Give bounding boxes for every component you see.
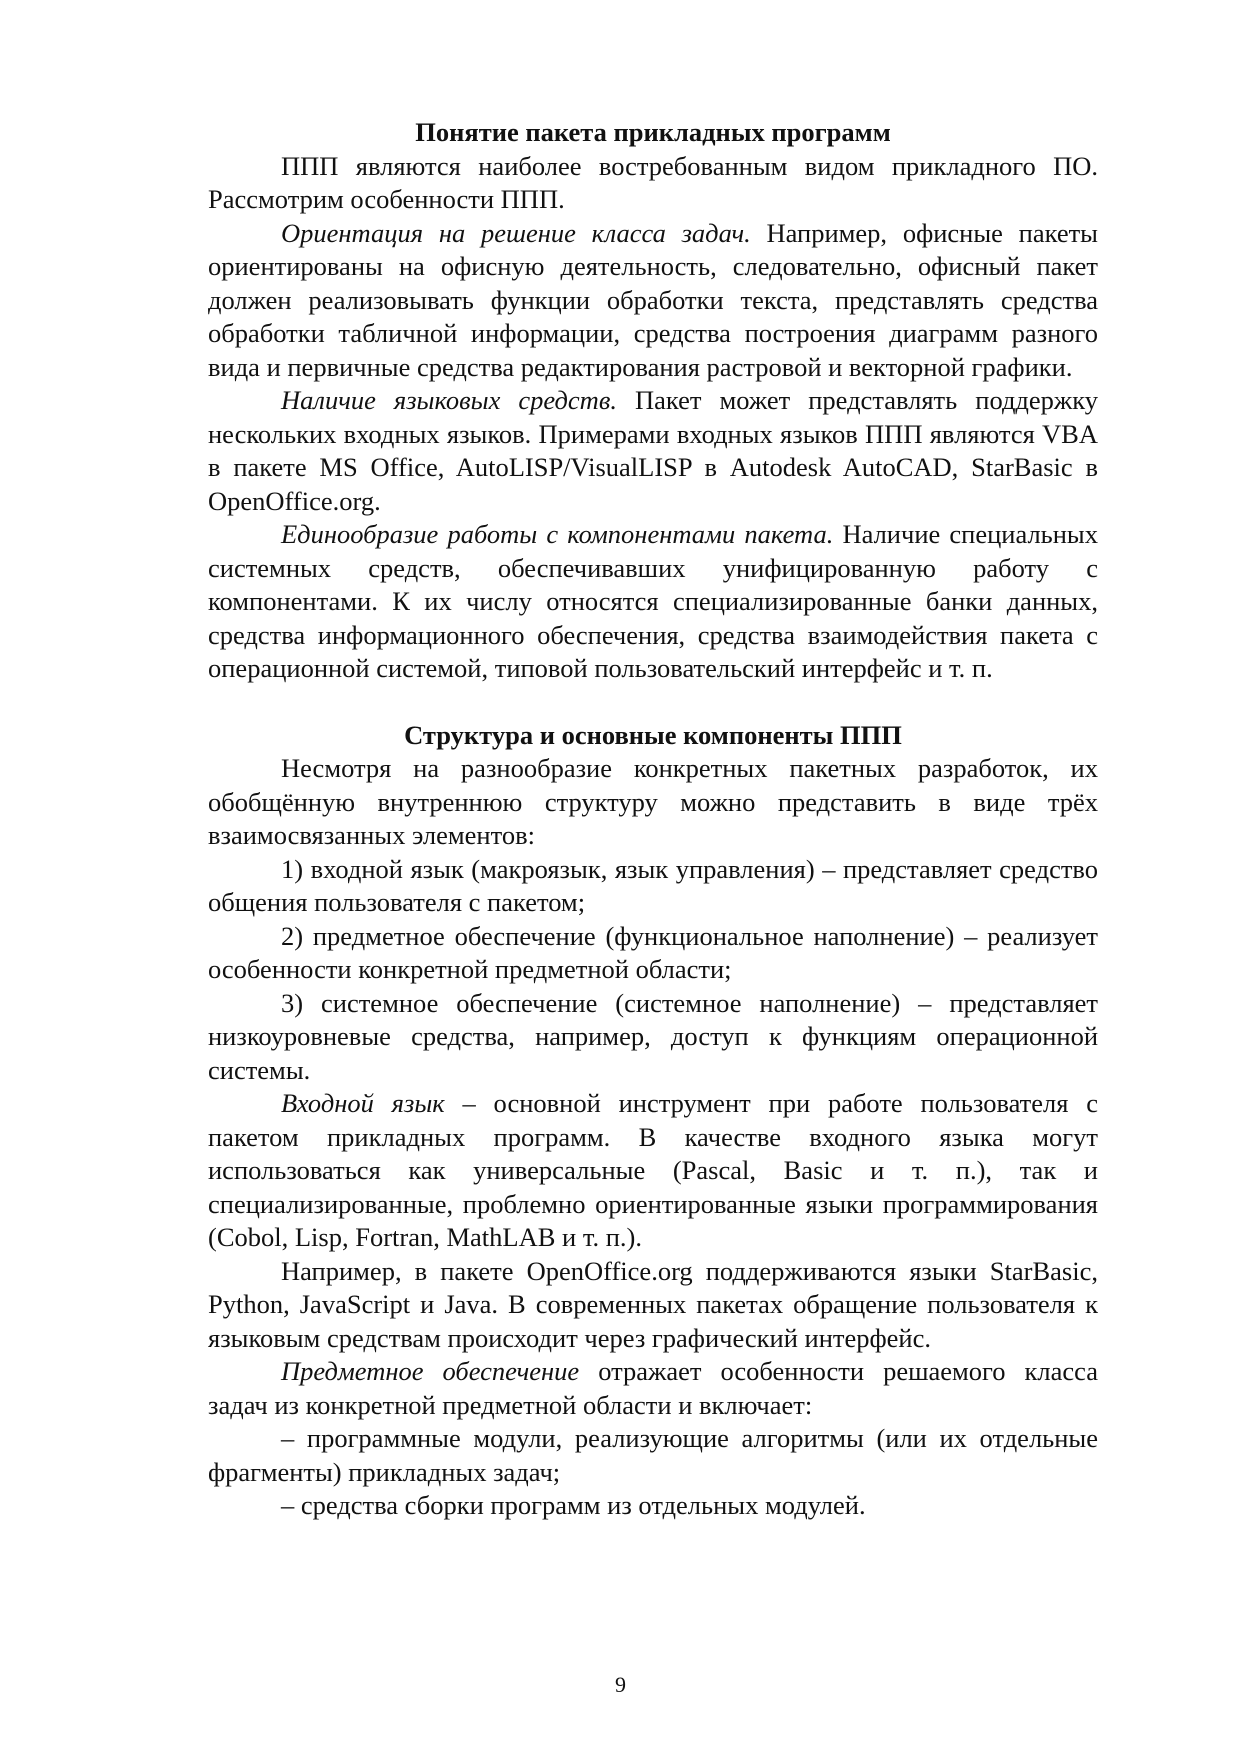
paragraph: ППП являются наиболее востребованным видом прикладного ПО. Рассмотрим особенности ППП. — [208, 150, 1098, 214]
paragraph — [208, 217, 1098, 385]
list-item: 3) системное обеспечение (системное наполнение) – представляет низкоуровневые средства, например, доступ к функциям операционной системы. — [208, 987, 1098, 1085]
paragraph: Например, в пакете OpenOffice.org поддерживаются языки StarBasic, Python, JavaScript и Java. В современных пакетах обращение пользователя к языковым средствам происходит через графический интерфейс. — [208, 1255, 1098, 1353]
paragraph: Несмотря на разнообразие конкретных пакетных разработок, их обобщённую внутреннюю структуру можно представить в виде трёх взаимосвязанных элементов: — [208, 753, 1098, 850]
italic-term: Ориентация на решение класса задач. — [281, 217, 751, 248]
section-title-ppp-concept: Понятие пакета прикладных программ — [415, 117, 891, 147]
paragraph-text: – основной инструмент при работе пользователя с пакетом прикладных программ. В качестве входного языка могут использоваться как универсальные (Pascal, Basic и т. п.), так и специализированные, проблемно ориентированные языки программирования (Cobol, Lisp, Fortran, MathLAB и т. п.). — [208, 1088, 1099, 1252]
italic-term: Входной язык — [281, 1088, 445, 1118]
paragraph-text: отражает особенности решаемого класса задач из конкретной предметной области и включает: — [208, 1356, 1098, 1420]
italic-term: Наличие языковых средств. — [281, 385, 617, 415]
list-item: 1) входной язык (макроязык, язык управления) – представляет средство общения пользователя с пакетом; — [208, 853, 1098, 917]
dash-list-item: – средства сборки программ из отдельных модулей. — [281, 1490, 866, 1520]
page-number: 9 — [615, 1672, 626, 1697]
paragraph-text: Пакет может представлять поддержку нескольких входных языков. Примерами входных языков ППП являются VBA в пакете MS Office, AutoLISP/VisualLISP в Autodesk AutoCAD, StarBasic в OpenOffice.org. — [208, 385, 1098, 516]
paragraph — [208, 384, 1098, 518]
paragraph-text: Например, офисные пакеты ориентированы на офисную деятельность, следовательно, офисный пакет должен реализовывать функции обработки текста, представлять средства обработки табличной информации, средства построения диаграмм разного вида и первичные средства редактирования растровой и векторной графики. — [208, 217, 1098, 382]
document-page — [208, 116, 1098, 1523]
paragraph-text: Наличие специальных системных средств, обеспечивавших унифицированную работу с компонентами. К их числу относятся специализированные банки данных, средства информационного обеспечения, средства взаимодействия пакета с операционной системой, типовой пользовательский интерфейс и т. п. — [208, 519, 1098, 683]
italic-term: Единообразие работы с компонентами пакета. — [281, 519, 834, 549]
paragraph — [208, 518, 1098, 686]
paragraph — [208, 1087, 1098, 1255]
section-title-ppp-structure: Структура и основные компоненты ППП — [404, 719, 902, 750]
dash-list-item: – программные модули, реализующие алгоритмы (или их отдельные фрагменты) прикладных задач; — [208, 1423, 1098, 1487]
list-item: 2) предметное обеспечение (функциональное наполнение) – реализует особенности конкретной предметной области; — [208, 920, 1098, 984]
italic-term: Предметное обеспечение — [281, 1356, 580, 1386]
paragraph — [208, 1355, 1098, 1422]
